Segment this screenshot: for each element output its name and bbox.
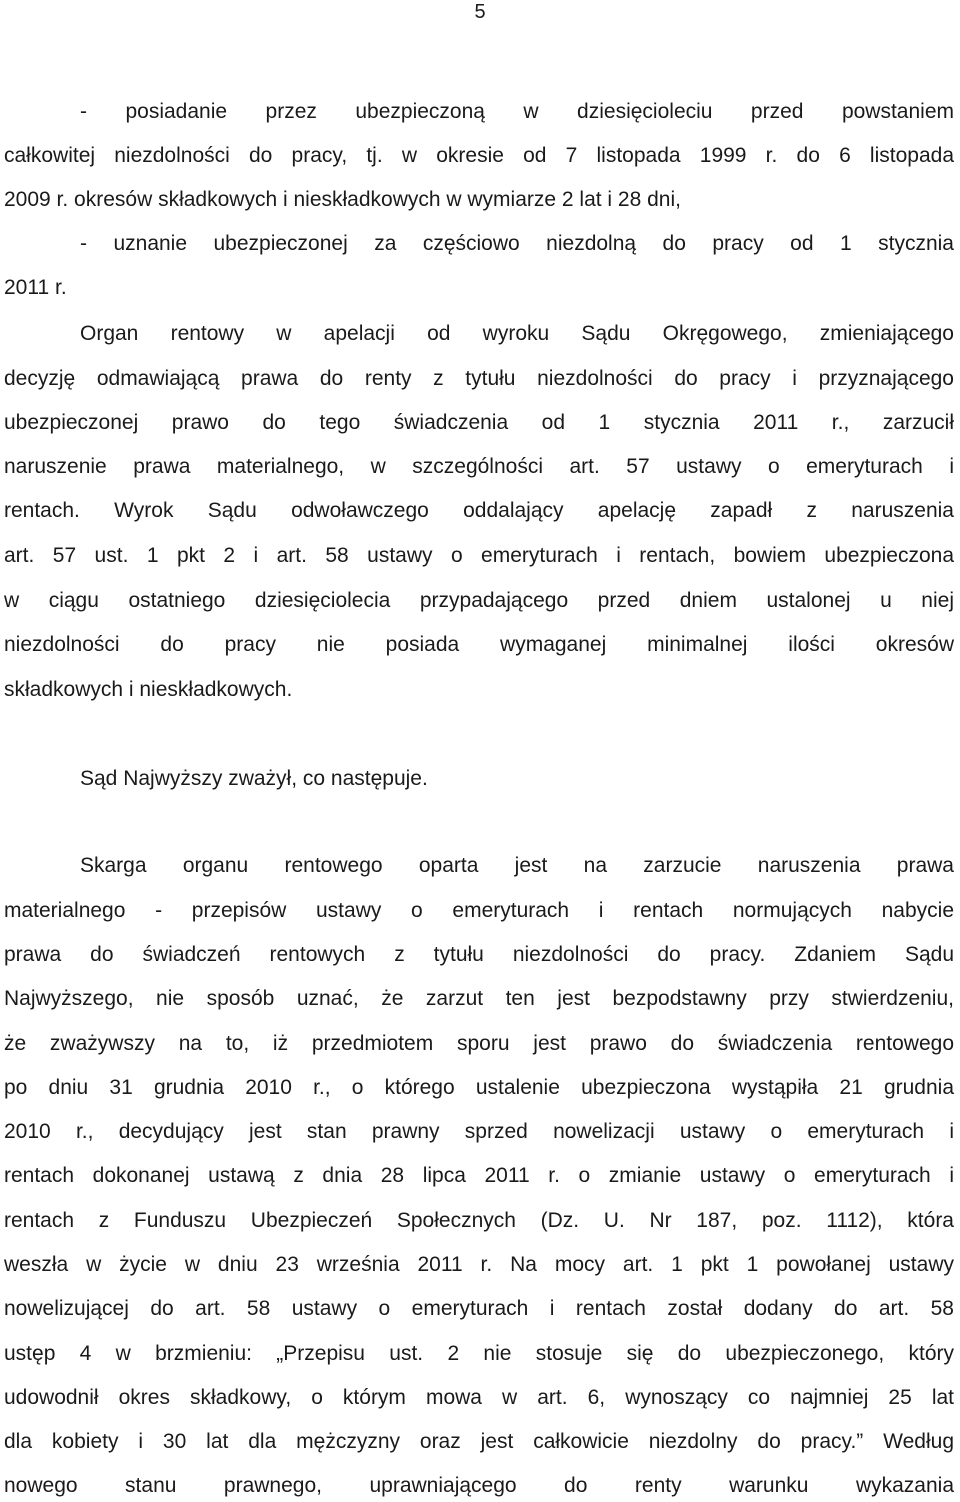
text-line: niezdolności do pracy nie posiada wymaganej minimalnej ilości okresów: [4, 633, 954, 656]
text-line: - posiadanie przez ubezpieczoną w dziesięcioleciu przed powstaniem: [80, 100, 954, 123]
text-line: Najwyższego, nie sposób uznać, że zarzut ten jest bezpodstawny przy stwierdzeniu,: [4, 987, 954, 1010]
text-line: całkowitej niezdolności do pracy, tj. w okresie od 7 listopada 1999 r. do 6 listopada: [4, 144, 954, 167]
text-line: 2011 r.: [4, 276, 67, 299]
text-line: składkowych i nieskładkowych.: [4, 678, 293, 701]
text-line: rentach dokonanej ustawą z dnia 28 lipca 2011 r. o zmianie ustawy o emeryturach i: [4, 1164, 954, 1187]
text-line: materialnego - przepisów ustawy o emeryturach i rentach normujących nabycie: [4, 899, 954, 922]
text-line: po dniu 31 grudnia 2010 r., o którego ustalenie ubezpieczona wystąpiła 21 grudnia: [4, 1076, 954, 1099]
text-line: 2010 r., decydujący jest stan prawny sprzed nowelizacji ustawy o emeryturach i: [4, 1120, 954, 1143]
text-line: rentach. Wyrok Sądu odwoławczego oddalający apelację zapadł z naruszenia: [4, 499, 954, 522]
text-line: decyzję odmawiającą prawa do renty z tytułu niezdolności do pracy i przyznającego: [4, 367, 954, 390]
text-line: w ciągu ostatniego dziesięciolecia przypadającego przed dniem ustalonej u niej: [4, 589, 954, 612]
text-line: - uznanie ubezpieczonej za częściowo niezdolną do pracy od 1 stycznia: [80, 232, 954, 255]
text-line: Organ rentowy w apelacji od wyroku Sądu Okręgowego, zmieniającego: [80, 322, 954, 345]
text-line: naruszenie prawa materialnego, w szczególności art. 57 ustawy o emeryturach i: [4, 455, 954, 478]
text-line: Skarga organu rentowego oparta jest na zarzucie naruszenia prawa: [80, 854, 954, 877]
text-line: prawa do świadczeń rentowych z tytułu niezdolności do pracy. Zdaniem Sądu: [4, 943, 954, 966]
text-line: udowodnił okres składkowy, o którym mowa w art. 6, wynoszący co najmniej 25 lat: [4, 1386, 954, 1409]
text-line: rentach z Funduszu Ubezpieczeń Społecznych (Dz. U. Nr 187, poz. 1112), która: [4, 1209, 954, 1232]
text-line: nowelizującej do art. 58 ustawy o emeryturach i rentach został dodany do art. 58: [4, 1297, 954, 1320]
text-line: weszła w życie w dniu 23 września 2011 r. Na mocy art. 1 pkt 1 powołanej ustawy: [4, 1253, 954, 1276]
text-line: dla kobiety i 30 lat dla mężczyzny oraz jest całkowicie niezdolny do pracy.” Według: [4, 1430, 954, 1453]
text-line: że zważywszy na to, iż przedmiotem sporu jest prawo do świadczenia rentowego: [4, 1032, 954, 1055]
text-line: 2009 r. okresów składkowych i nieskładkowych w wymiarze 2 lat i 28 dni,: [4, 188, 681, 211]
text-line: ubezpieczonej prawo do tego świadczenia od 1 stycznia 2011 r., zarzucił: [4, 411, 954, 434]
text-line: nowego stanu prawnego, uprawniającego do renty warunku wykazania: [4, 1474, 954, 1497]
text-line: ustęp 4 w brzmieniu: „Przepisu ust. 2 nie stosuje się do ubezpieczonego, który: [4, 1342, 954, 1365]
text-line: art. 57 ust. 1 pkt 2 i art. 58 ustawy o emeryturach i rentach, bowiem ubezpieczona: [4, 544, 954, 567]
section-heading: Sąd Najwyższy zważył, co następuje.: [80, 767, 428, 790]
page-number: 5: [474, 1, 486, 23]
